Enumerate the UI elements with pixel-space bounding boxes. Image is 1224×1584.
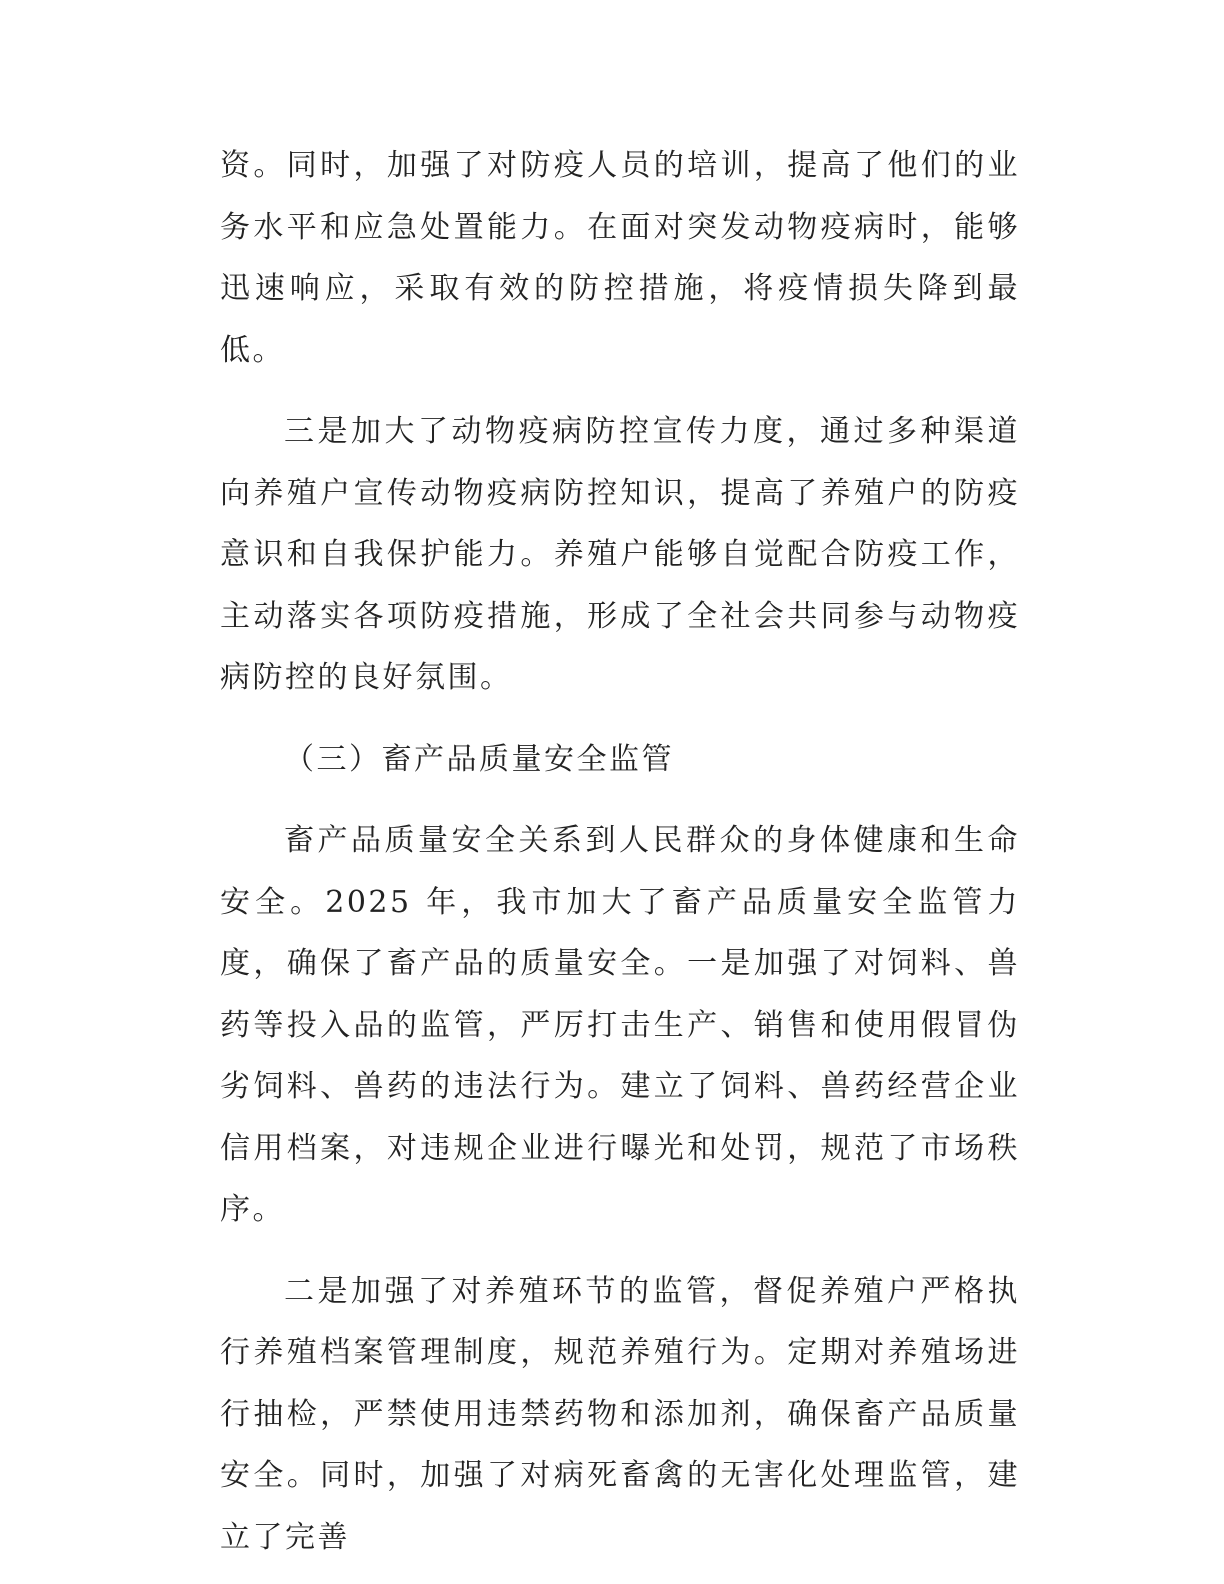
paragraph-continuation: 资。同时，加强了对防疫人员的培训，提高了他们的业务水平和应急处置能力。在面对突发动物疫病时，能够迅速响应，采取有效的防控措施，将疫情损失降到最低。 — [220, 148, 1020, 368]
document-body — [220, 135, 1020, 1568]
paragraph-farming-supervision: 二是加强了对养殖环节的监管，督促养殖户严格执行养殖档案管理制度，规范养殖行为。定期对养殖场进行抽检，严禁使用违禁药物和添加剂，确保畜产品质量安全。同时，加强了对病死畜禽的无害化处理监管，建立了完善 — [220, 1273, 1020, 1555]
section-heading: （三）畜产品质量安全监管 — [284, 741, 674, 777]
paragraph-publicity: 三是加大了动物疫病防控宣传力度，通过多种渠道向养殖户宣传动物疫病防控知识，提高了养殖户的防疫意识和自我保护能力。养殖户能够自觉配合防疫工作，主动落实各项防疫措施，形成了全社会共同参与动物疫病防控的良好氛围。 — [220, 414, 1020, 695]
paragraph-quality-supervision: 畜产品质量安全关系到人民群众的身体健康和生命安全。2025 年，我市加大了畜产品质量安全监管力度，确保了畜产品的质量安全。一是加强了对饲料、兽药等投入品的监管，严厉打击生产、销售和使用假冒伪劣饲料、兽药的违法行为。建立了饲料、兽药经营企业信用档案，对违规企业进行曝光和处罚，规范了市场秩序。 — [220, 823, 1020, 1227]
